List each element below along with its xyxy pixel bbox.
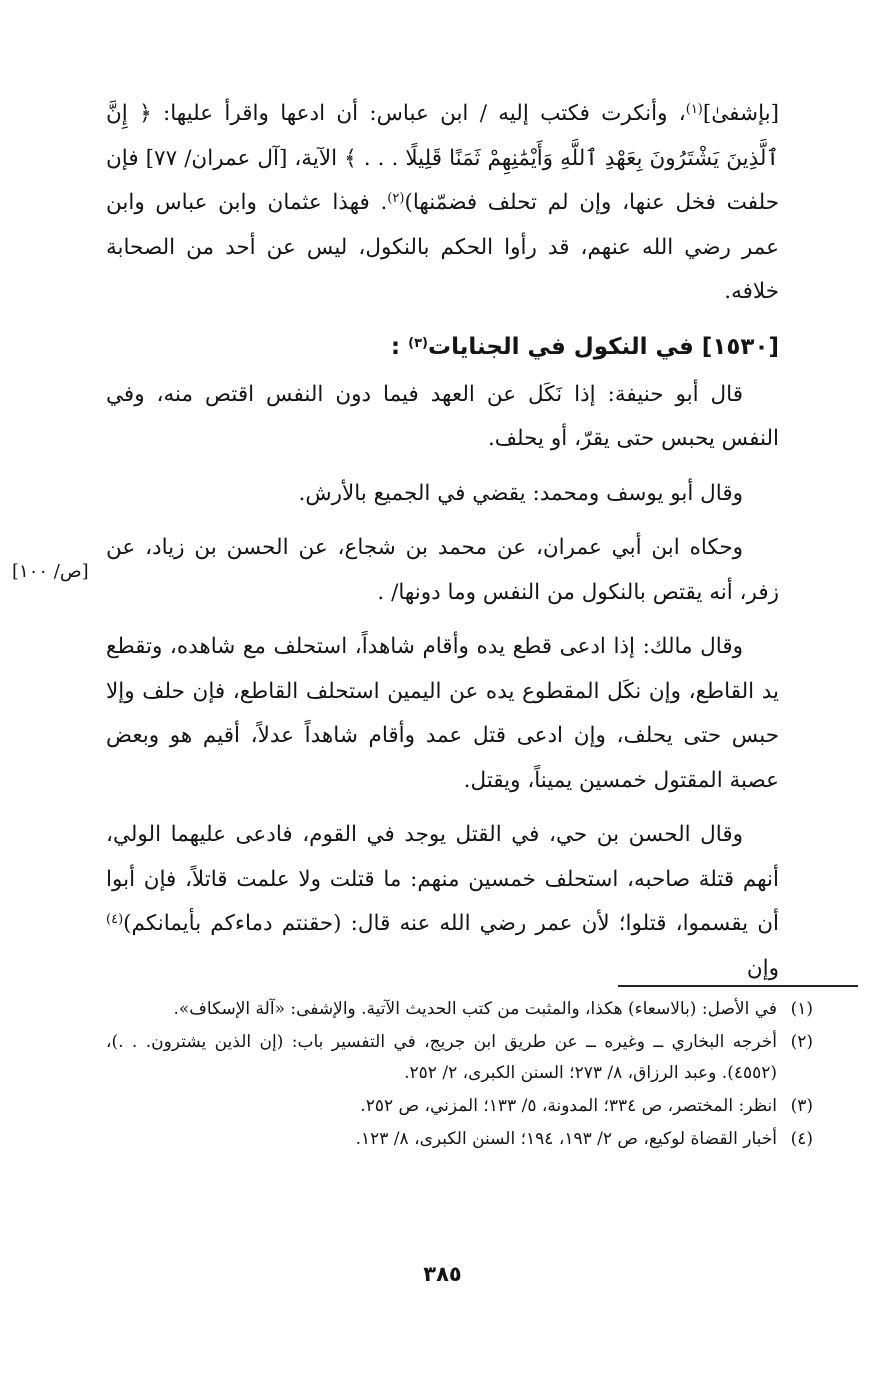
footnote-number: (٣)	[790, 1096, 813, 1116]
footnote-divider	[618, 985, 858, 987]
margin-page-reference: [ص/ ١٠٠]	[12, 561, 89, 582]
footnote-1	[106, 994, 813, 1025]
footnotes	[106, 994, 813, 1157]
main-text	[106, 92, 779, 991]
footnote-ref-1[interactable]: (١)	[685, 102, 703, 117]
paragraph-3: وقال أبو يوسف ومحمد: يقضي في الجميع بالأرش.	[298, 480, 743, 506]
paragraph-4: وحكاه ابن أبي عمران، عن محمد بن شجاع، عن الحسن بن زياد، عن زفر، أنه يقتص بالنكول من النفس وما دونها/ .	[106, 535, 779, 605]
footnote-2	[106, 1027, 813, 1089]
footnote-number: (٢)	[790, 1032, 813, 1052]
footnote-ref-4[interactable]: (٤)	[106, 912, 124, 927]
footnote-text: انظر: المختصر، ص ٣٣٤؛ المدونة، ٥/ ١٣٣؛ المزني، ص ٢٥٢.	[360, 1096, 777, 1116]
footnote-4	[106, 1124, 813, 1155]
footnote-text: أخبار القضاة لوكيع، ص ٢/ ١٩٣، ١٩٤؛ السنن الكبرى، ٨/ ١٢٣.	[355, 1129, 777, 1149]
footnote-number: (١)	[790, 999, 813, 1019]
paragraph-5: وقال مالك: إذا ادعى قطع يده وأقام شاهداً، استحلف مع شاهده، وتقطع يد القاطع، وإن نكَل المقطوع يده عن اليمين استحلف القاطع، فإن حلف وإلا حبس حتى يحلف، وإن ادعى قتل عمد وأقام شاهداً عدلاً، أقيم هو وبعض عصبة المقتول خمسين يميناً، ويقتل.	[106, 634, 779, 793]
footnote-ref-2[interactable]: (٢)	[387, 191, 405, 206]
page-number: ٣٨٥	[423, 1262, 462, 1286]
footnote-number: (٤)	[790, 1129, 813, 1149]
paragraph-6: وقال الحسن بن حي، في القتل يوجد في القوم، فادعى عليهما الولي، أنهم قتلة صاحبه، استحلف خمسين منهم: ما قتلت ولا علمت قاتلاً، فإن أبوا أن يقسموا، قتلوا؛ لأن عمر رضي الله عنه قال: (حقنتم دماءكم بأيمانكم)$^{(٤)}$ وإن	[106, 822, 779, 981]
footnote-text: في الأصل: (بالاسعاء) هكذا، والمثبت من كتب الحديث الآتية. والإشفى: «آلة الإسكاف».	[173, 999, 777, 1019]
footnote-3	[106, 1091, 813, 1122]
paragraph-1: [بإشفىٰ]$^{(١)}$، وأنكرت فكتب إليه / ابن عباس: أن ادعها واقرأ عليها: ﴿ إِنَّ ٱلَّذِينَ يَشْتَرُونَ بِعَهْدِ ٱللَّهِ وَأَيْمَٰنِهِمْ ثَمَنًا قَلِيلًا . . . ﴾ الآية، [آل عمران/ ٧٧] فإن حلفت فخل عنها، وإن لم تحلف فضمّنها)$^{(٢)}$. فهذا عثمان وابن عباس وابن عمر رضي الله عنهم، قد رأوا الحكم بالنكول، ليس عن أحد من الصحابة خلافه.	[106, 101, 779, 304]
footnote-text: أخرجه البخاري ــ وغيره ــ عن طريق ابن جريج، في التفسير باب: (إن الذين يشترون. . .)، (٤٥٥٢). وعبد الرزاق، ٨/ ٢٧٣؛ السنن الكبرى، ٢/ ٢٥٢.	[106, 1032, 777, 1083]
footnote-ref-3[interactable]: (٣)	[408, 335, 428, 351]
section-heading: [١٥٣٠] في النكول في الجنايات$^{(٣)}$ :	[390, 333, 779, 360]
paragraph-2: قال أبو حنيفة: إذا نَكَل عن العهد فيما دون النفس اقتص منه، وفي النفس يحبس حتى يقرّ، أو يحلف.	[106, 381, 779, 451]
